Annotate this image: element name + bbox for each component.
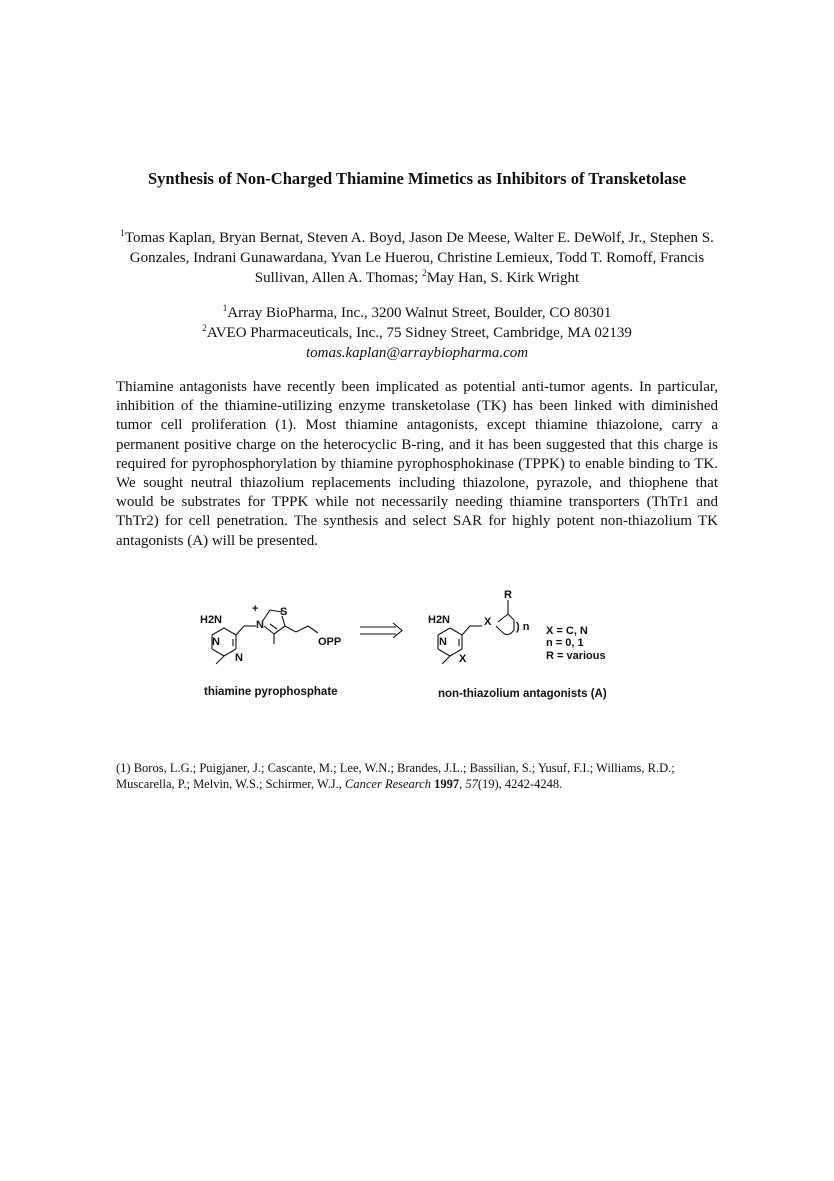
- definition-x: X = C, N: [546, 625, 588, 637]
- reference-authors: (1) Boros, L.G.; Puigjaner, J.; Cascante, M.; Lee, W.N.; Brandes, J.L.; Bassilian, S.; Yusuf, F.I.; Williams, R.D.; Muscarella, P.; Melvin, W.S.; Schirmer, W.J.,: [116, 761, 675, 791]
- antagonist-structure-labels: [428, 589, 607, 700]
- ring-x-variable: X: [484, 616, 492, 628]
- author-names-array: Tomas Kaplan, Bryan Bernat, Steven A. Boyd, Jason De Meese, Walter E. DeWolf, Jr., Stephen S. Gonzales, Indrani Gunawardana, Yvan Le Huerou, Christine Lemieux, Todd T. Romoff, Francis Sullivan, Allen A. Thomas;: [124, 230, 714, 286]
- ring-size-index: ) n: [516, 621, 530, 633]
- affiliation-text: Array BioPharma, Inc., 3200 Walnut Street, Boulder, CO 80301: [227, 305, 612, 321]
- abstract-paragraph: Thiamine antagonists have recently been implicated as potential anti-tumor agents. In particular, inhibition of the thiamine-utilizing enzyme transketolase (TK) has been linked with diminished tumor cell proliferation (1). Most thiamine antagonists, except thiamine thiazolone, carry a permanent positive charge on the heterocyclic B-ring, and it has been suggested that this charge is required for pyrophosphorylation by thiamine pyrophosphokinase (TPPK) to enable binding to TK. We sought neutral thiazolium replacements including thiazolone, pyrazole, and thiophene that would be substrates for TPPK while not necessarily needing thiamine transporters (ThTr1 and ThTr2) for cell penetration. The synthesis and select SAR for highly potent non-thiazolium TK antagonists (A) will be presented.: [116, 379, 718, 549]
- affiliation-line: [110, 303, 724, 323]
- ring-n-upper: N: [212, 636, 220, 648]
- thiamine-structure-bonds: [212, 610, 318, 664]
- affiliation-text: AVEO Pharmaceuticals, Inc., 75 Sidney Street, Cambridge, MA 02139: [206, 325, 632, 341]
- affiliation-mark: 1: [222, 304, 228, 314]
- thiamine-structure-labels: [200, 603, 341, 698]
- reaction-arrow: [360, 623, 402, 638]
- reference-year: 1997: [434, 777, 460, 791]
- amino-label: H2N: [200, 614, 223, 626]
- reference-volume: 57: [465, 777, 478, 791]
- antagonist-structure-bonds: [438, 600, 514, 664]
- affiliations: [110, 303, 724, 363]
- r-substituent: R: [504, 589, 512, 601]
- reference-entry: (1) Boros, L.G.; Puigjaner, J.; Cascante, M.; Lee, W.N.; Brandes, J.L.; Bassilian, S.; Yusuf, F.I.; Williams, R.D.; Muscarella, P.; Melvin, W.S.; Schirmer, W.J., Cancer Research 1997, 57(19), 4242-4248.: [116, 761, 675, 791]
- reaction-scheme: [190, 588, 640, 708]
- definition-r: R = various: [546, 650, 606, 662]
- affiliation-mark: 2: [422, 269, 427, 279]
- antagonist-caption: non-thiazolium antagonists (A): [438, 688, 607, 700]
- ring-x-lower: X: [459, 653, 467, 665]
- affiliation-mark: 1: [120, 229, 125, 239]
- affiliation-line: [110, 323, 724, 343]
- thiamine-caption: thiamine pyrophosphate: [204, 686, 338, 698]
- ring-n-lower: N: [235, 652, 243, 664]
- author-names-aveo: May Han, S. Kirk Wright: [426, 270, 580, 286]
- thiazolium-s: S: [280, 606, 288, 618]
- scheme-drawing: [190, 588, 640, 708]
- affiliation-mark: 2: [202, 324, 207, 334]
- author-list: [110, 228, 724, 288]
- reference-pages: (19), 4242-4248.: [477, 777, 563, 791]
- positive-charge: +: [252, 603, 259, 615]
- reference-journal: Cancer Research: [345, 777, 431, 791]
- definition-n: n = 0, 1: [546, 637, 584, 649]
- contact-email: tomas.kaplan@arraybiopharma.com: [305, 345, 529, 361]
- ring-n-upper: N: [439, 636, 447, 648]
- amino-label: H2N: [428, 614, 451, 626]
- pyrophosphate-label: OPP: [318, 636, 342, 648]
- paper-title: Synthesis of Non-Charged Thiamine Mimetics as Inhibitors of Transketolase: [147, 169, 687, 188]
- thiazolium-n: N: [256, 619, 264, 631]
